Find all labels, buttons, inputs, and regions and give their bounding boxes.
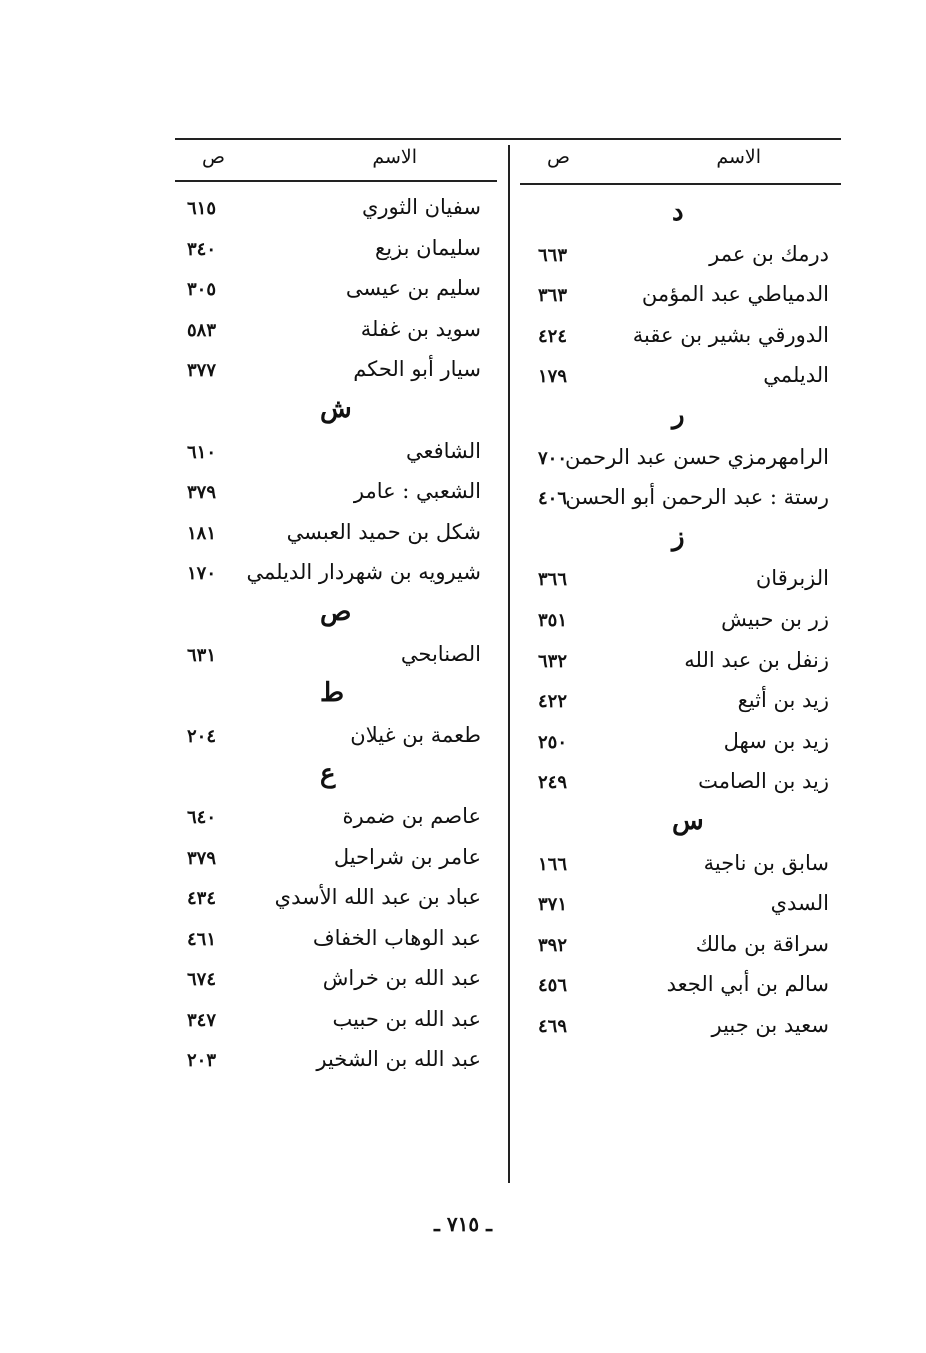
letter-heading-text: ع [320, 759, 336, 790]
index-entry [520, 317, 841, 358]
letter-heading-text: ز [672, 521, 685, 552]
index-entry [175, 960, 497, 1001]
index-entry [175, 1041, 497, 1082]
page-header: ص [547, 146, 570, 168]
entry-page: ٦٧٤ [187, 969, 217, 991]
index-entry [175, 798, 497, 839]
index-entry [520, 885, 841, 926]
index-entry [175, 351, 497, 392]
entry-page: ٣٦٦ [538, 569, 568, 591]
entry-name: طعمة بن غيلان [350, 722, 481, 747]
index-entry [520, 479, 841, 520]
entry-name: شكل بن حميد العبسي [286, 519, 481, 544]
entry-page: ١٧٠ [187, 563, 217, 585]
index-entry [175, 920, 497, 961]
entry-page: ٤٠٦ [538, 488, 568, 510]
entry-page: ٣٤٠ [187, 238, 217, 260]
entry-name: سليمان بزيع [375, 235, 481, 260]
entry-name: عبد الله بن خراش [322, 966, 481, 991]
entry-page: ٢٥٠ [538, 731, 568, 753]
index-entry [175, 514, 497, 555]
entry-page: ٤٥٦ [538, 975, 568, 997]
entry-name: عبد الله بن حبيب [332, 1006, 481, 1031]
entry-page: ٦٣٢ [538, 650, 568, 672]
entry-name: درمك بن عمر [709, 241, 829, 266]
entry-page: ٣٧٩ [187, 482, 217, 504]
index-entry [520, 560, 841, 601]
name-header: الاسم [372, 146, 417, 168]
index-entry [520, 966, 841, 1007]
index-entry [175, 839, 497, 880]
index-entry [175, 636, 497, 677]
index-entry [520, 357, 841, 398]
entry-page: ٣٧٧ [187, 360, 217, 382]
index-entry [520, 723, 841, 764]
index-entry [175, 879, 497, 920]
entry-page: ٤٦١ [187, 928, 217, 950]
entry-name: الدورقي بشير بن عقبة [632, 322, 829, 347]
entry-name: الشعبي : عامر [353, 479, 481, 504]
letter-heading-text: ر [672, 399, 685, 430]
entry-page: ٢٠٣ [187, 1050, 217, 1072]
entry-name: الزبرقان [755, 566, 829, 591]
entry-name: عبد الله بن الشخير [316, 1047, 481, 1072]
index-entry [520, 1007, 841, 1048]
entry-page: ٢٠٤ [187, 725, 217, 747]
entry-page: ١٧٩ [538, 366, 568, 388]
index-entry [175, 1001, 497, 1042]
letter-heading-text: د [672, 197, 684, 227]
entry-name: سالم بن أبي الجعد [666, 972, 829, 997]
index-entry [175, 230, 497, 271]
entry-name: سليم بن عيسى [345, 276, 481, 301]
letter-heading [175, 595, 497, 636]
entry-page: ٣٥١ [538, 609, 568, 631]
entry-name: عامر بن شراحيل [333, 844, 481, 869]
entry-name: زيد بن سهل [723, 728, 829, 753]
index-entry [520, 642, 841, 683]
entry-page: ٦١٥ [187, 198, 217, 219]
entry-page: ٤٢٢ [538, 691, 568, 713]
entry-name: عبد الوهاب الخفاف [312, 925, 481, 950]
entry-name: سيار أبو الحكم [353, 357, 481, 382]
name-header: الاسم [716, 146, 761, 168]
letter-heading [175, 676, 497, 717]
entry-page: ٤٦٩ [538, 1015, 568, 1037]
index-entry [175, 554, 497, 595]
entry-name: عاصم بن ضمرة [342, 803, 481, 828]
index-entry [520, 845, 841, 886]
left-column [175, 138, 497, 1183]
entry-name: زيد بن الصامت [698, 769, 829, 794]
entry-page: ٣٤٧ [187, 1009, 217, 1031]
entry-name: زنفل بن عبد الله [684, 647, 829, 672]
entry-name: السدي [770, 891, 829, 916]
right-column-header [520, 143, 841, 179]
right-column [520, 138, 841, 1183]
index-entry [520, 439, 841, 480]
entry-page: ٢٤٩ [538, 772, 568, 794]
entry-page: ١٦٦ [538, 853, 568, 875]
entry-page: ٦٤٠ [187, 806, 217, 828]
entry-page: ٦٣١ [187, 644, 217, 666]
entry-name: الديلمي [763, 363, 829, 388]
index-entry [175, 311, 497, 352]
entry-name: عباد بن عبد الله الأسدي [274, 885, 481, 910]
left-entries-list [175, 189, 497, 1082]
index-entry [175, 189, 497, 230]
index-entry [175, 473, 497, 514]
letter-heading [520, 520, 841, 561]
letter-heading [520, 398, 841, 439]
letter-heading-text: ش [320, 393, 352, 424]
entry-name: شيرويه بن شهردار الديلمي [246, 560, 481, 585]
entry-page: ٣٧١ [538, 894, 568, 916]
index-entry [520, 682, 841, 723]
entry-page: ٧٠٠ [538, 447, 568, 469]
entry-name: رستة : عبد الرحمن أبو الحسن [565, 485, 829, 510]
index-entry [175, 433, 497, 474]
entry-page: ٣٠٥ [187, 279, 217, 301]
entry-page: ٦٦٣ [538, 244, 568, 266]
page-header: ص [202, 146, 225, 168]
letter-heading-text: ط [320, 678, 345, 709]
page-number: ـ ٧١٥ ـ [434, 1212, 492, 1236]
letter-heading [175, 757, 497, 798]
letter-heading [520, 195, 841, 236]
entry-page: ٤٢٤ [538, 325, 568, 347]
entry-name: سفيان الثوري [361, 195, 481, 219]
entry-name: الشافعي [405, 438, 481, 463]
index-entry [520, 236, 841, 277]
letter-heading-text: س [672, 805, 704, 836]
entry-name: سابق بن ناجية [703, 850, 829, 875]
entry-name: الرامهرمزي حسن عبد الرحمن [565, 444, 829, 469]
index-entry [520, 276, 841, 317]
index-entry [520, 763, 841, 804]
entry-name: زر بن حبيش [721, 606, 829, 631]
column-divider [508, 145, 510, 1183]
entry-name: سويد بن غفلة [360, 316, 481, 341]
entry-page: ٣٦٣ [538, 285, 568, 307]
index-entry [520, 601, 841, 642]
letter-heading [175, 392, 497, 433]
entry-name: زيد بن أثيع [737, 688, 829, 713]
entry-name: الصنابحي [400, 641, 481, 666]
entry-page: ١٨١ [187, 522, 217, 544]
index-entry [520, 926, 841, 967]
letter-heading-text: ص [320, 596, 352, 627]
entry-page: ٦١٠ [187, 441, 217, 463]
letter-heading [520, 804, 841, 845]
entry-page: ٣٩٢ [538, 934, 568, 956]
entry-name: الدمياطي عبد المؤمن [641, 282, 829, 307]
entry-name: سعيد بن جبير [711, 1012, 829, 1037]
entry-name: سراقة بن مالك [695, 931, 829, 956]
index-entry [175, 717, 497, 758]
index-entry [175, 270, 497, 311]
entry-page: ٣٧٩ [187, 847, 217, 869]
left-column-header [175, 143, 497, 179]
entry-page: ٥٨٣ [187, 319, 217, 341]
entry-page: ٤٣٤ [187, 888, 217, 910]
right-entries-list [520, 195, 841, 1047]
